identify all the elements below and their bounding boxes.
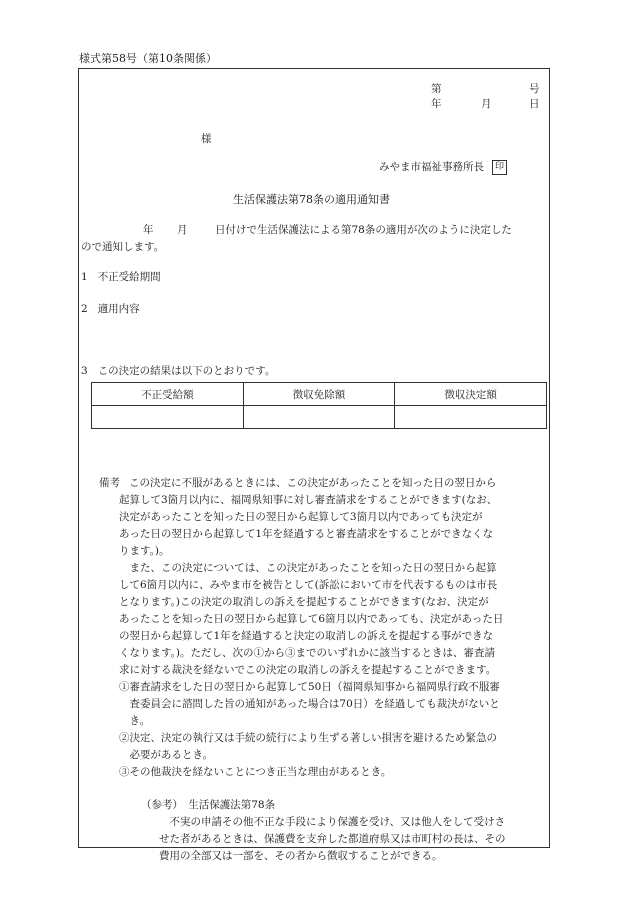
remarks-line: 決定があったことを知った日の翌日から起算して3箇月以内であっても決定が [119,511,483,523]
reference-text [159,814,506,865]
table-cell [92,406,244,429]
sender [379,159,507,175]
remarks-line: して6箇月以内に、みやま市を被告として(訴訟において市を代表するものは市長 [119,579,498,591]
item-1 [81,269,161,284]
doc-no-prefix: 第 [431,83,442,95]
intro-month: 月 [177,224,188,236]
intro-year: 年 [143,224,154,236]
remarks-line: き。 [119,715,151,727]
item-number: 3 [81,365,88,377]
remarks-line: 起算して3箇月以内に、福岡県知事に対し審査請求をすることができます(なお、 [119,494,498,506]
remarks-line: あったことを知った日の翌日から起算して6箇月以内であっても、決定があった日 [119,613,504,625]
date-month: 月 [481,98,492,110]
table-header-cell: 徴収免除額 [243,383,395,406]
remarks-line: となります。)この決定の取消しの訴えを提起することができます(なお、決定が [119,596,489,608]
table-header-cell: 不正受給額 [92,383,244,406]
reference-heading: （参考） 生活保護法第78条 [141,799,276,811]
remarks-line: の翌日から起算して1年を経過すると決定の取消しの訴えを提起する事ができな [119,630,494,642]
notice-form [78,68,550,862]
item-number: 1 [81,271,88,283]
item-label: 不正受給期間 [97,271,161,283]
item-number: 2 [81,303,88,315]
remarks-line: この決定に不服があるときには、この決定があったことを知った日の翌日から [129,477,497,489]
item-2 [81,301,140,316]
page-title: 生活保護法第78条の適用通知書 [233,193,390,206]
addressee-suffix: 様 [201,133,212,145]
reference-line: 不実の申請その他不正な手段により保護を受け、又は他人をして受けさ [159,816,506,828]
remarks-label: 備考 [99,477,120,489]
table-row [92,406,547,429]
form-number: 様式第58号（第10条関係） [79,52,217,65]
item-3 [81,363,275,378]
intro-line2: ので通知します。 [81,241,165,253]
sender-name: みやま市福祉事務所長 [379,161,484,173]
item-label: 適用内容 [97,303,140,315]
remarks-line: くなります。)。ただし、次の①から③までのいずれかに該当するときは、審査請 [119,647,496,659]
date-day: 日 [529,98,540,110]
remarks-line: 査委員会に諮問した旨の通知があった場合は70日）を経過しても裁決がないと [119,698,500,710]
remarks-line: ③その他裁決を経ないことにつき正当な理由があるとき。 [119,766,392,778]
table-cell [243,406,395,429]
doc-no-suffix: 号 [529,83,540,95]
remarks-line: 必要があるとき。 [119,749,214,761]
table-header-cell: 徴収決定額 [395,383,547,406]
remarks-line: ②決定、決定の執行又は手続の続行により生ずる著しい損害を避けるため緊急の [119,732,497,744]
reference-line: せた者があるときは、保護費を支弁した都道府県又は市町村の長は、その [159,833,506,845]
remarks-line: ①審査請求をした日の翌日から起算して50日（福岡県知事から福岡県行政不服審 [119,681,500,693]
remarks-line: あった日の翌日から起算して1年を経過すると審査請求をすることができなくな [119,528,494,540]
item-label: この決定の結果は以下のとおりです。 [97,365,276,377]
intro-day-text: 日付けで生活保護法による第78条の適用が次のように決定した [215,224,512,236]
remarks-line: また、この決定については、この決定があったことを知った日の翌日から起算 [119,562,497,574]
result-table [91,382,547,429]
table-cell [395,406,547,429]
reference-line: 費用の全部又は一部を、その者から徴収することができる。 [159,850,443,862]
remarks-text [119,475,503,781]
table-header-row [92,383,547,406]
remarks-line: ります。)。 [119,545,170,557]
date-year: 年 [431,98,442,110]
seal-mark: 印 [492,160,507,175]
remarks-line: 求に対する裁決を経ないでこの決定の取消しの訴えを提起することができます。 [119,664,497,676]
